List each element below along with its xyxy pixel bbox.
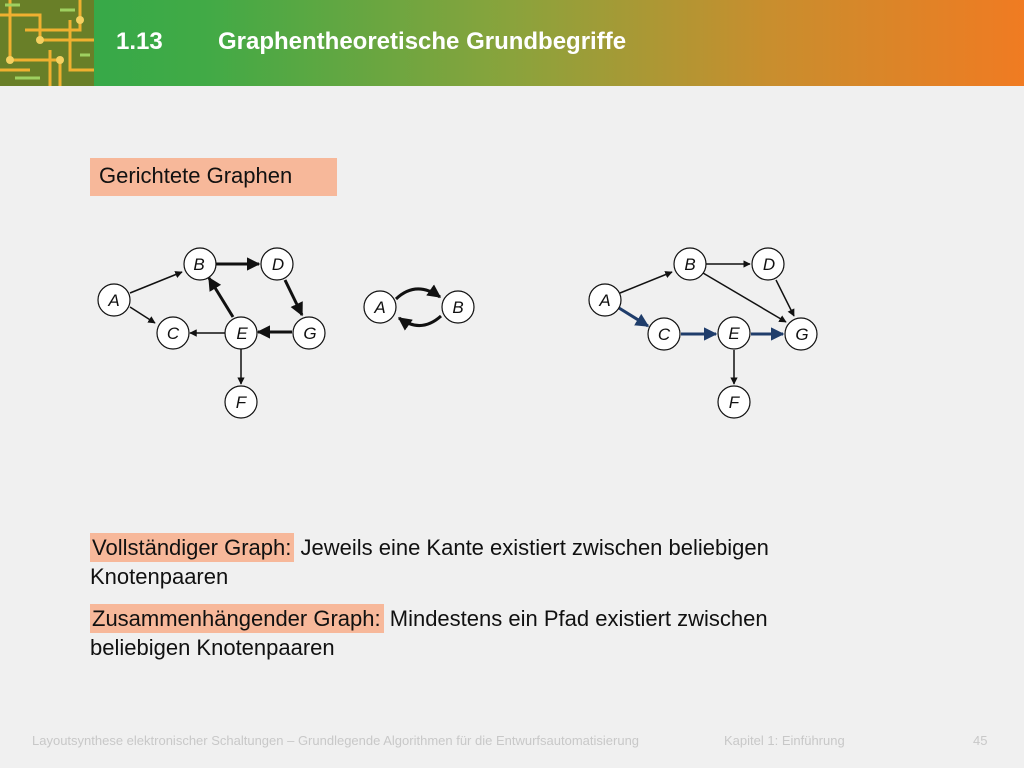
node-label: F xyxy=(235,393,247,412)
node-label: B xyxy=(684,255,696,274)
node-label: C xyxy=(657,325,671,344)
definition-term: Zusammenhängender Graph: xyxy=(90,604,384,633)
page-title: Graphentheoretische Grundbegriffe xyxy=(218,28,627,55)
footer-page-number: 45 xyxy=(973,733,988,748)
node-label: E xyxy=(728,324,740,343)
footer-course: Layoutsynthese elektronischer Schaltungen – Grundlegende Algorithmen für die Entwurfsautomatisierung xyxy=(32,733,640,748)
graph-diagrams xyxy=(0,230,1024,430)
graph-1 xyxy=(98,248,325,418)
definition-text: Jeweils eine Kante existiert zwischen beliebigen Knotenpaaren xyxy=(90,535,769,589)
definition-complete-graph xyxy=(90,533,850,591)
circuit-logo xyxy=(0,0,94,86)
node-label: D xyxy=(762,255,776,274)
node-label: D xyxy=(271,255,285,274)
footer-chapter: Kapitel 1: Einführung xyxy=(724,733,845,748)
node-label: F xyxy=(728,393,740,412)
node-label: B xyxy=(193,255,205,274)
node-label: E xyxy=(236,324,248,343)
node-label: G xyxy=(303,324,317,343)
definition-term: Vollständiger Graph: xyxy=(90,533,294,562)
node-label: A xyxy=(108,291,120,310)
header-bar xyxy=(0,0,1024,86)
node-label: C xyxy=(166,324,180,343)
section-number: 1.13 xyxy=(116,28,163,55)
node-label: A xyxy=(599,291,611,310)
definition-text: Mindestens ein Pfad existiert zwischen beliebigen Knotenpaaren xyxy=(90,606,768,660)
node-label: B xyxy=(452,298,464,317)
node-label: G xyxy=(795,325,809,344)
section-label: Gerichtete Graphen xyxy=(90,158,337,196)
node-label: A xyxy=(374,298,386,317)
definition-connected-graph xyxy=(90,604,850,662)
graph-2 xyxy=(364,289,474,326)
graph-3 xyxy=(589,248,817,418)
